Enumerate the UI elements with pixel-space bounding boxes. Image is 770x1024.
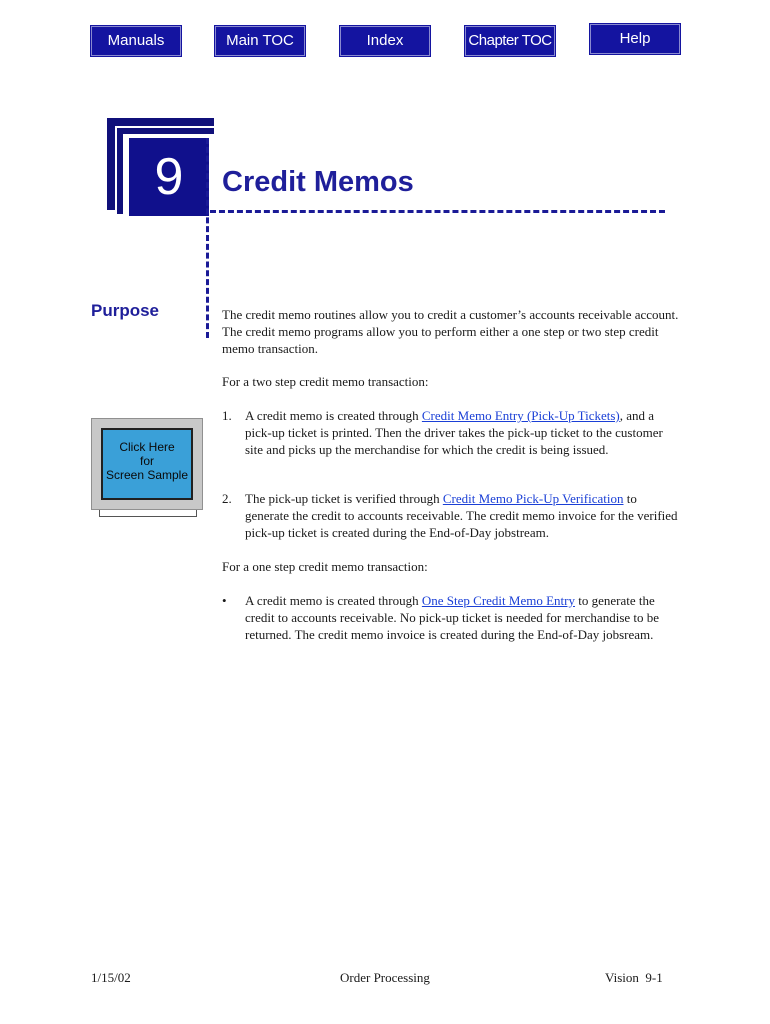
monitor-icon — [91, 418, 203, 510]
item-text: A credit memo is created through — [245, 408, 422, 423]
pickup-verification-link[interactable]: Credit Memo Pick-Up Verification — [442, 491, 624, 506]
one-step-credit-memo-link[interactable]: One Step Credit Memo Entry — [421, 593, 575, 608]
list-number: 1. — [222, 408, 232, 423]
item-text: A credit memo is created through — [245, 593, 422, 608]
intro-paragraph: The credit memo routines allow you to credit a customer’s accounts receivable account. The credit memo programs allow you to perform either a one step or two step credit memo transaction. — [222, 307, 679, 356]
monitor-screen — [101, 428, 193, 500]
screen-sample-line: Screen Sample — [105, 468, 189, 482]
main-toc-button[interactable]: Main TOC — [215, 26, 305, 56]
chapter-number: 9 — [129, 138, 209, 216]
footer-page-number: Vision 9-1 — [605, 970, 663, 985]
vertical-divider — [206, 138, 209, 338]
list-number: 2. — [222, 491, 232, 506]
screen-sample-button[interactable] — [91, 418, 203, 520]
item-text: , and a pick-up ticket is printed. Then the driver takes the pick-up ticket to the customer site and picks up the merchandise for which the credit is being issued. — [245, 408, 663, 457]
footer-date: 1/15/02 — [91, 970, 131, 985]
index-button[interactable]: Index — [340, 26, 430, 56]
manuals-button[interactable]: Manuals — [91, 26, 181, 56]
bullet-icon: • — [222, 593, 227, 608]
chapter-toc-button[interactable]: Chapter TOC — [465, 26, 555, 56]
list-item — [222, 592, 682, 644]
help-button[interactable]: Help — [590, 24, 680, 54]
item-text: to generate the credit to accounts receivable. The credit memo invoice for the verified pick-up ticket is created during the End-of-Day jobstream. — [245, 491, 678, 540]
monitor-base — [99, 510, 197, 517]
list-item — [222, 407, 682, 477]
screen-sample-line: for — [139, 454, 154, 468]
footer-title: Order Processing — [340, 970, 430, 985]
one-step-lead: For a one step credit memo transaction: — [222, 559, 428, 574]
screen-sample-line: Click Here — [119, 440, 175, 454]
list-item — [222, 490, 682, 542]
item-text: The pick-up ticket is verified through — [245, 491, 443, 506]
section-heading: Purpose — [91, 301, 160, 320]
credit-memo-entry-link[interactable]: Credit Memo Entry (Pick-Up Tickets) — [421, 408, 620, 423]
chapter-title: Credit Memos — [222, 166, 414, 198]
two-step-lead: For a two step credit memo transaction: — [222, 374, 429, 389]
title-underline — [210, 210, 665, 213]
item-text: to generate the credit to accounts receivable. No pick-up ticket is needed for merchandise to be returned. The credit memo invoice is created during the End-of-Day jobsream. — [245, 593, 660, 642]
